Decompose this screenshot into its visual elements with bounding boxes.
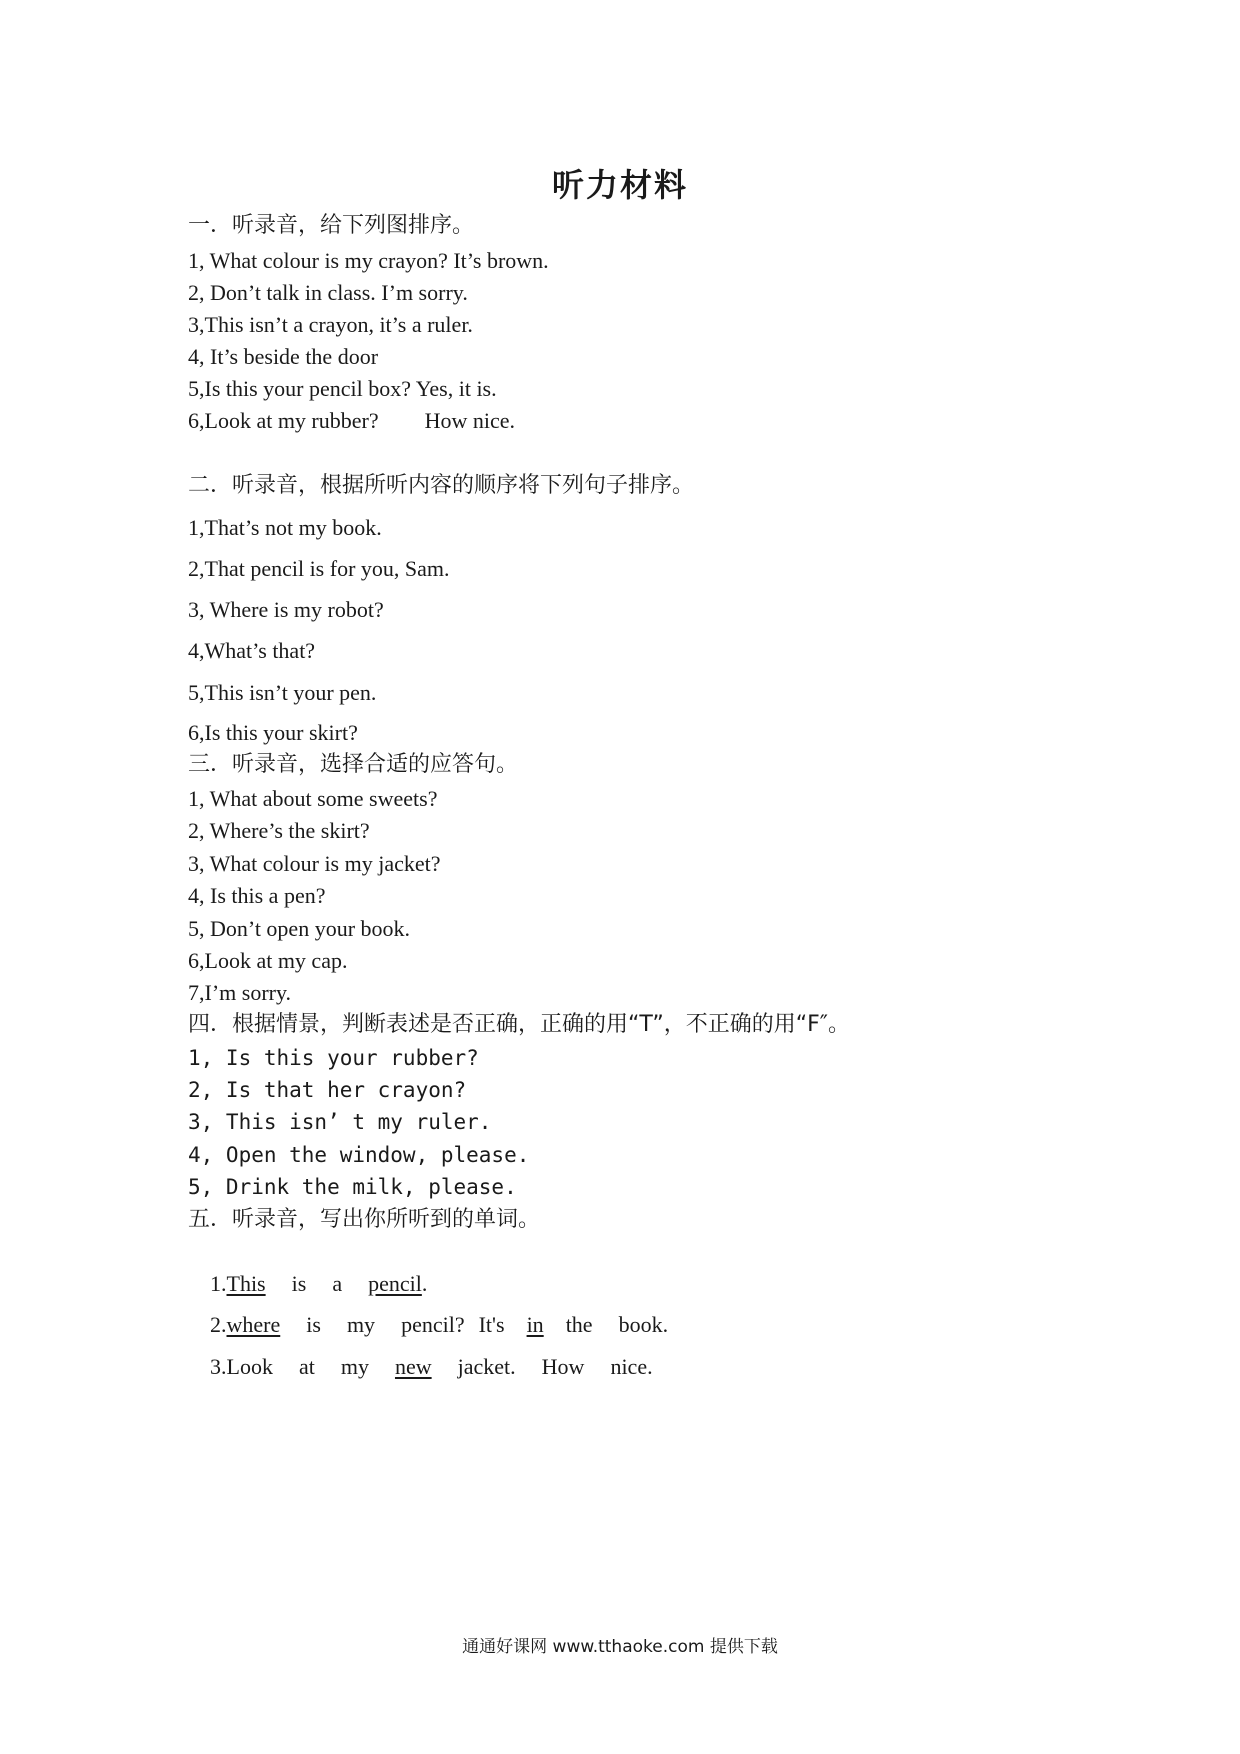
line2-word: is — [306, 1312, 321, 1337]
line2-answer-1: where — [226, 1312, 281, 1337]
section3-item-6: 6,Look at my cap. — [188, 948, 348, 973]
page-footer: 通通好课网 www.tthaoke.com 提供下载 — [462, 1637, 778, 1657]
section3-item-2: 2, Where’s the skirt? — [188, 818, 370, 843]
line3-answer-1: new — [394, 1354, 432, 1379]
section3-heading: 三．听录音，选择合适的应答句。 — [188, 752, 519, 777]
section5-line-3 — [188, 1334, 653, 1400]
section1-heading: 一．听录音，给下列图排序。 — [188, 213, 475, 238]
section4-item-3: 3, This isn’ t my ruler. — [188, 1110, 492, 1134]
line3-word: Look — [226, 1354, 273, 1379]
page-title: 听力材料 — [551, 166, 688, 204]
section3-item-4: 4, Is this a pen? — [188, 883, 326, 908]
line1-word: is — [291, 1271, 307, 1296]
line3-word: How — [541, 1354, 585, 1379]
section4-heading: 四．根据情景，判断表述是否正确，正确的用“T”，不正确的用“F″。 — [188, 1012, 851, 1037]
section1-item-6 — [188, 410, 515, 432]
section1-item-2: 2, Don’t talk in class. I’m sorry. — [188, 280, 468, 305]
section1-item-3: 3,This isn’t a crayon, it’s a ruler. — [188, 312, 473, 337]
section1-item-5: 5,Is this your pencil box? Yes, it is. — [188, 376, 497, 401]
section2-item-2: 2,That pencil is for you, Sam. — [188, 556, 450, 581]
line1-number: 1. — [210, 1271, 227, 1296]
line2-word: the — [565, 1312, 593, 1337]
line2-word: pencil? — [401, 1312, 465, 1337]
line1-answer-1: This — [226, 1271, 266, 1296]
section3-item-5: 5, Don’t open your book. — [188, 916, 411, 941]
line2-word: It's — [478, 1312, 505, 1337]
section4-item-2: 2, Is that her crayon? — [188, 1078, 467, 1102]
section4-item-1: 1, Is this your rubber? — [188, 1046, 479, 1070]
section3-item-1: 1, What about some sweets? — [188, 786, 438, 811]
section1-item-4: 4, It’s beside the door — [188, 344, 379, 369]
line3-number: 3. — [210, 1354, 227, 1379]
section2-heading: 二．听录音，根据所听内容的顺序将下列句子排序。 — [188, 473, 695, 498]
section2-item-4: 4,What’s that? — [188, 638, 316, 663]
line3-word: nice. — [610, 1354, 653, 1379]
section3-item-7: 7,I’m sorry. — [188, 980, 292, 1005]
line2-word: book. — [618, 1312, 669, 1337]
line2-answer-2: in — [526, 1312, 544, 1337]
line3-word: jacket. — [457, 1354, 516, 1379]
section1-item-6-answer: How nice. — [424, 408, 516, 433]
line3-word: my — [340, 1354, 369, 1379]
line1-word: a — [332, 1271, 343, 1296]
line2-number: 2. — [210, 1312, 227, 1337]
line1-period: . — [421, 1271, 428, 1296]
section2-item-5: 5,This isn’t your pen. — [188, 680, 377, 705]
section4-item-5: 5, Drink the milk, please. — [188, 1175, 517, 1199]
line1-answer-2: pencil — [368, 1271, 422, 1296]
line2-word: my — [346, 1312, 376, 1337]
section1-item-6-question: 6,Look at my rubber? — [188, 408, 379, 433]
section4-item-4: 4, Open the window, please. — [188, 1143, 530, 1167]
section2-item-1: 1,That’s not my book. — [188, 515, 382, 540]
section5-heading: 五．听录音，写出你所听到的单词。 — [188, 1207, 541, 1232]
line3-word: at — [298, 1354, 315, 1379]
section3-item-3: 3, What colour is my jacket? — [188, 851, 441, 876]
section2-item-6: 6,Is this your skirt? — [188, 720, 358, 745]
section1-item-1: 1, What colour is my crayon? It’s brown. — [188, 248, 549, 273]
section2-item-3: 3, Where is my robot? — [188, 597, 384, 622]
